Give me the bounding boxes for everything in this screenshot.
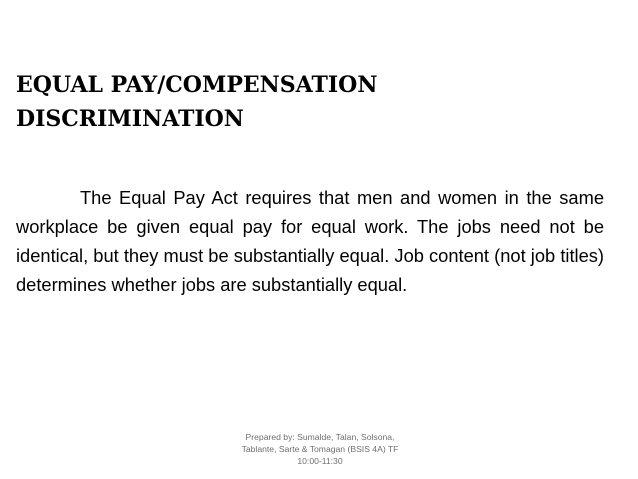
slide-title-line-2: DISCRIMINATION [16,106,244,132]
slide-body-paragraph: The Equal Pay Act requires that men and women in the same workplace be given equal pay for equal work. The jobs need not be identical, but they must be substantially equal. Job content (not job titles) determines whether jobs are substantially equal. [16,187,604,295]
slide-title-line-1: EQUAL PAY/COMPENSATION [16,72,378,98]
slide-footer [220,431,420,467]
footer-line-2: Tablante, Sarte & Tomagan (BSIS 4A) TF [241,444,399,454]
slide-title [16,68,616,136]
footer-line-3: 10:00-11:30 [297,456,343,466]
footer-line-1: Prepared by: Sumalde, Talan, Solsona, [245,432,395,442]
